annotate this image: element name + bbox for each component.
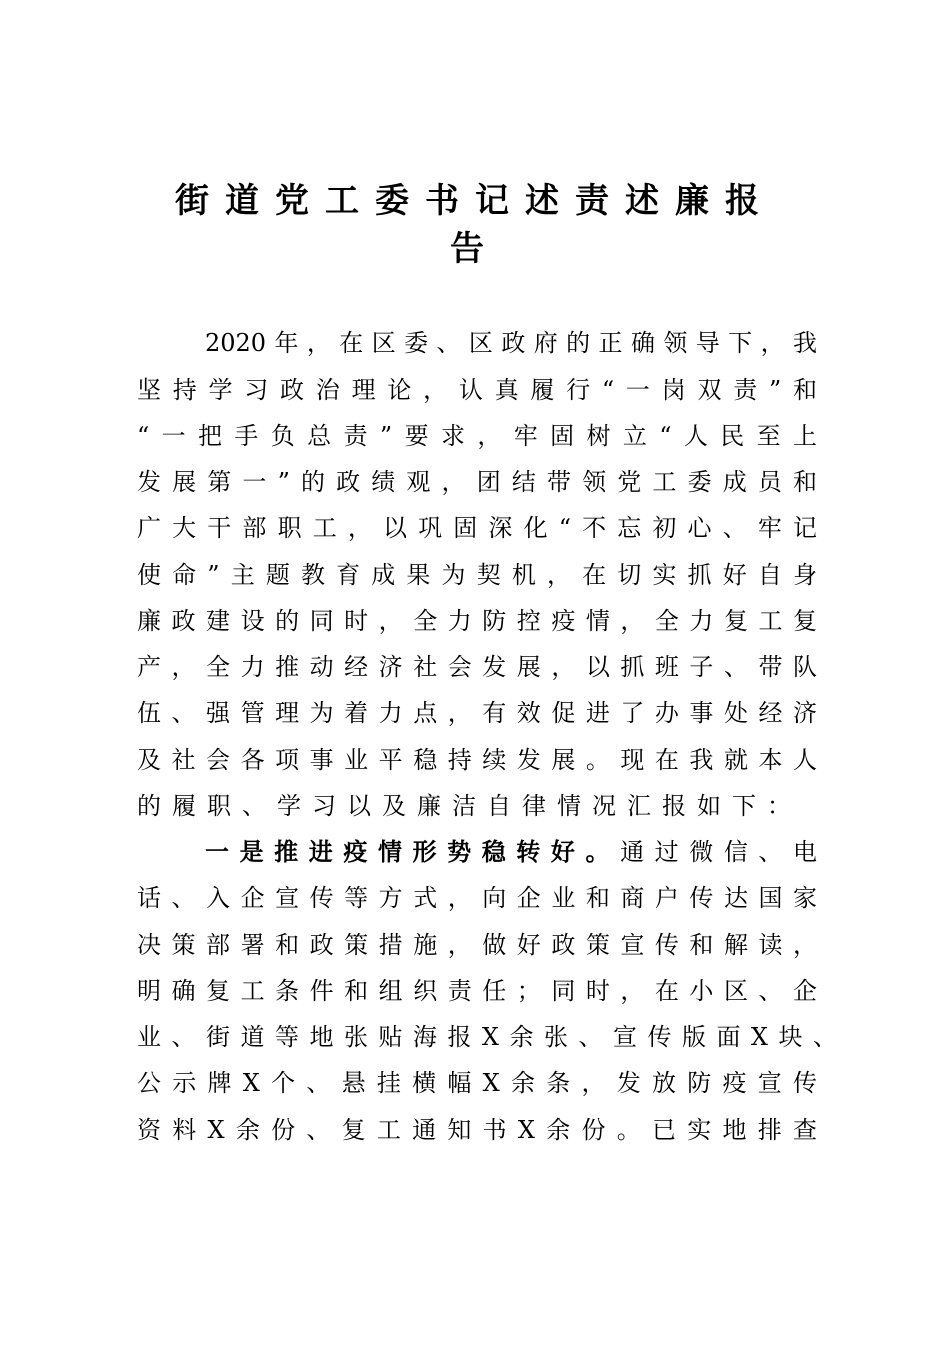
document-title-line-1: 街道党工委书记述责述廉报 bbox=[175, 181, 775, 221]
section-1-first-line-text: 通过微信、电 bbox=[620, 838, 818, 866]
paragraph-line: 广大干部职工，以巩固深化“不忘初心、牢记 bbox=[137, 514, 817, 542]
paragraph-line: 发展第一”的政绩观，团结带领党工委成员和 bbox=[137, 468, 817, 496]
paragraph-line: 话、入企宣传等方式，向企业和商户传达国家 bbox=[137, 884, 817, 912]
paragraph-line: 坚持学习政治理论，认真履行“一岗双责”和 bbox=[137, 376, 817, 404]
section-1-heading: 一是推进疫情形势稳转好。 bbox=[205, 838, 621, 866]
paragraph-line: 2020年，在区委、区政府的正确领导下，我 bbox=[205, 329, 817, 357]
paragraph-line: 资料X余份、复工通知书X余份。已实地排查 bbox=[137, 1116, 817, 1144]
paragraph-line: 业、街道等地张贴海报X余张、宣传版面X块、 bbox=[137, 1023, 837, 1051]
paragraph-line: 决策部署和政策措施，做好政策宣传和解读， bbox=[137, 931, 817, 959]
paragraph-line: “一把手负总责”要求，牢固树立“人民至上 bbox=[137, 422, 817, 450]
paragraph-line: 伍、强管理为着力点，有效促进了办事处经济 bbox=[137, 699, 817, 727]
paragraph-line: 的履职、学习以及廉洁自律情况汇报如下： bbox=[137, 792, 802, 820]
paragraph-line: 及社会各项事业平稳持续发展。现在我就本人 bbox=[137, 746, 817, 774]
paragraph-line: 明确复工条件和组织责任；同时，在小区、企 bbox=[137, 977, 817, 1005]
section-1-first-line bbox=[205, 834, 817, 870]
paragraph-line: 产，全力推动经济社会发展，以抓班子、带队 bbox=[137, 653, 817, 681]
paragraph-line: 廉政建设的同时，全力防控疫情，全力复工复 bbox=[137, 607, 817, 635]
paragraph-line: 使命”主题教育成果为契机，在切实抓好自身 bbox=[137, 561, 817, 589]
paragraph-line: 公示牌X个、悬挂横幅X余条，发放防疫宣传 bbox=[137, 1069, 817, 1097]
document-title-line-2: 告 bbox=[450, 229, 500, 269]
